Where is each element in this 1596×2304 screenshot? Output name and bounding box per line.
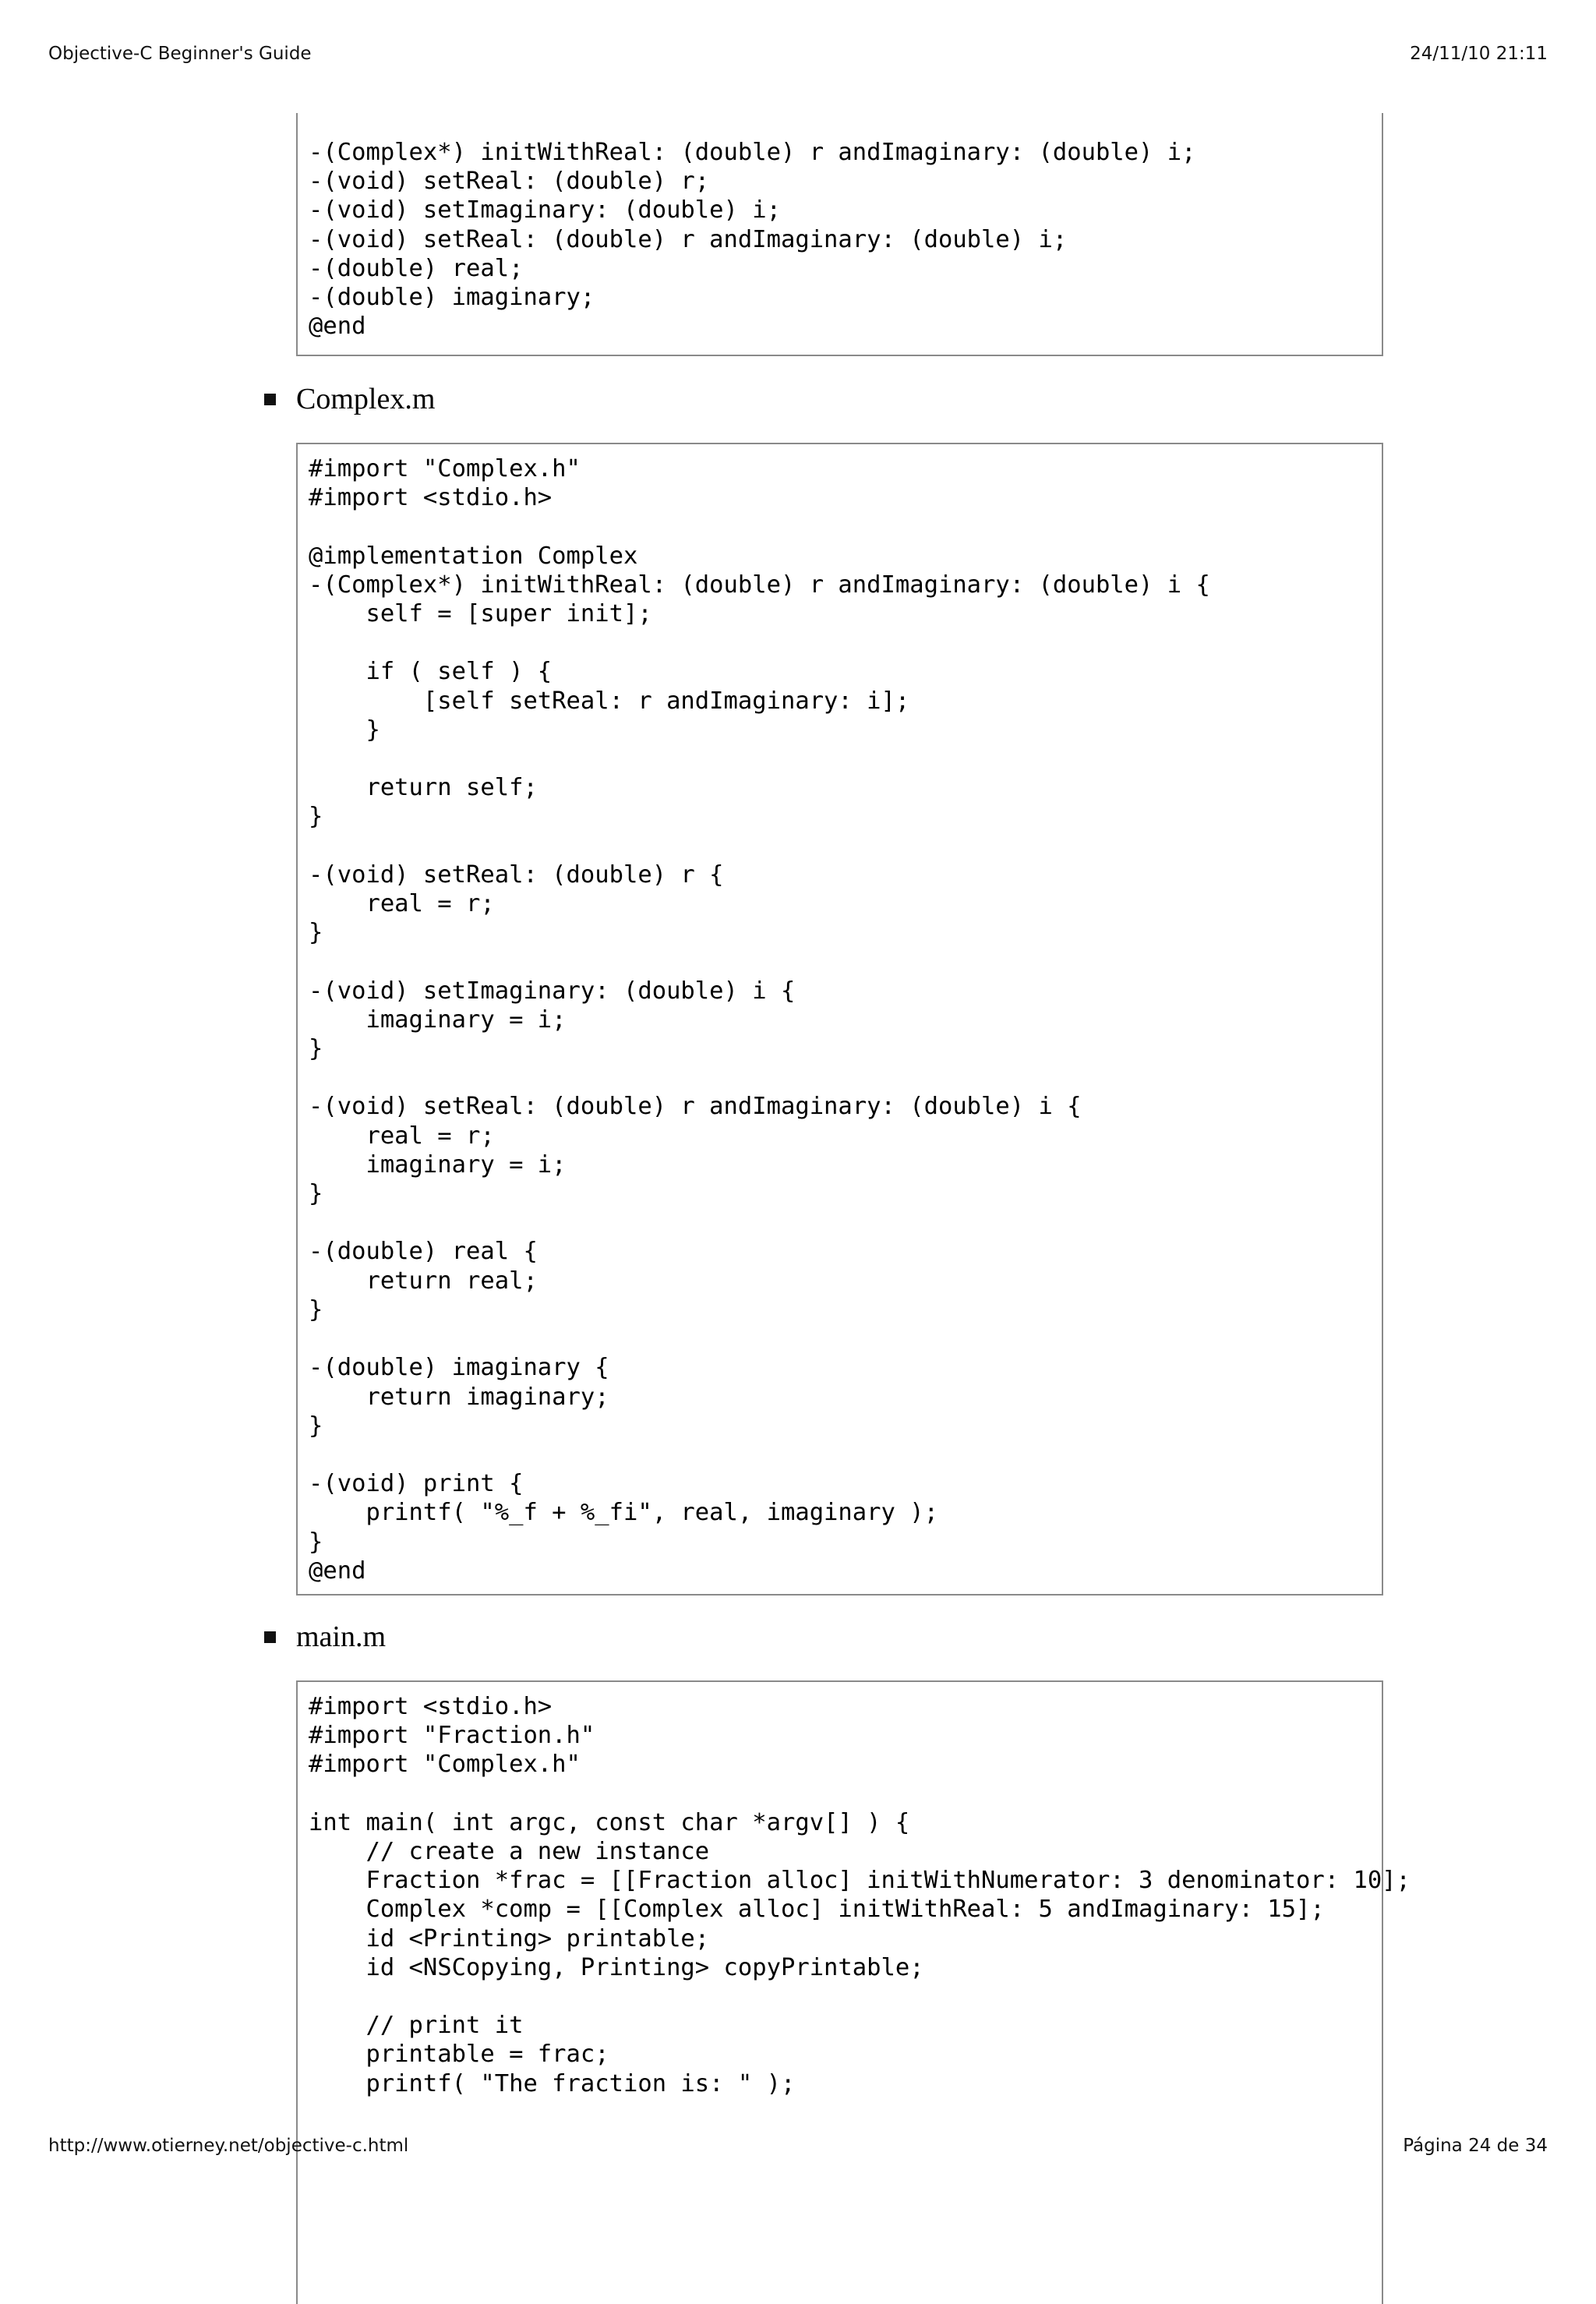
code-line: int main( int argc, const char *argv[] ) { <box>309 1808 910 1836</box>
code-line: // print it <box>309 2012 524 2040</box>
code-line: -(void) setReal: (double) r; <box>309 168 710 196</box>
code-block-complex-m <box>296 443 1383 1595</box>
code-line: -(double) imaginary; <box>309 284 595 312</box>
code-line: } <box>309 1528 323 1556</box>
code-line: -(double) real; <box>309 254 524 282</box>
code-line <box>309 1063 1382 1092</box>
code-line: Fraction *frac = [[Fraction alloc] initWithNumerator: 3 denominator: 10]; <box>309 1867 1411 1895</box>
code-line: return imaginary; <box>309 1383 609 1411</box>
code-line <box>309 1440 1382 1469</box>
code-line: -(void) setImaginary: (double) i { <box>309 977 796 1005</box>
code-line: printable = frac; <box>309 2041 609 2069</box>
code-line <box>309 1982 1382 2011</box>
code-line: -(double) imaginary { <box>309 1354 609 1382</box>
document-title: Objective-C Beginner's Guide <box>48 44 312 64</box>
code-line <box>309 628 1382 657</box>
code-line: } <box>309 1412 323 1440</box>
bullet-icon <box>264 394 276 405</box>
code-line: -(Complex*) initWithReal: (double) r andImaginary: (double) i; <box>309 139 1196 166</box>
code-line: Complex *comp = [[Complex alloc] initWithReal: 5 andImaginary: 15]; <box>309 1896 1325 1924</box>
code-line: return real; <box>309 1267 538 1295</box>
code-line: -(void) setReal: (double) r andImaginary: (double) i { <box>309 1093 1082 1121</box>
code-line: } <box>309 1180 323 1208</box>
code-block-complex-h <box>296 113 1383 356</box>
code-line <box>309 1324 1382 1353</box>
code-line: if ( self ) { <box>309 658 553 686</box>
code-line <box>309 744 1382 773</box>
code-line: -(void) setReal: (double) r andImaginary: (double) i; <box>309 225 1068 253</box>
code-line: } <box>309 1295 323 1323</box>
code-line <box>309 947 1382 976</box>
code-line: // create a new instance <box>309 1838 710 1866</box>
code-line: printf( "%_f + %_fi", real, imaginary ); <box>309 1499 938 1527</box>
code-line: #import "Complex.h" <box>309 455 581 482</box>
bullet-icon <box>264 1631 276 1643</box>
code-line: #import <stdio.h> <box>309 1693 553 1720</box>
code-line: @end <box>309 313 366 341</box>
code-line: id <Printing> printable; <box>309 1924 710 1952</box>
code-line: @end <box>309 1557 366 1585</box>
code-line <box>309 1208 1382 1237</box>
code-line: -(void) setReal: (double) r { <box>309 860 724 889</box>
code-line <box>309 1779 1382 1808</box>
code-line: real = r; <box>309 1122 495 1150</box>
code-line: @implementation Complex <box>309 542 638 570</box>
print-datetime: 24/11/10 21:11 <box>1410 44 1548 64</box>
code-line: } <box>309 1035 323 1063</box>
code-line: real = r; <box>309 890 495 918</box>
code-line: imaginary = i; <box>309 1150 567 1179</box>
page-number: Página 24 de 34 <box>1403 2136 1548 2156</box>
code-line: self = [super init]; <box>309 600 652 628</box>
code-line <box>309 512 1382 541</box>
code-line: #import <stdio.h> <box>309 484 553 512</box>
code-line: } <box>309 919 323 947</box>
filename-complex-m: Complex.m <box>296 383 436 415</box>
code-line: } <box>309 803 323 831</box>
code-line <box>309 832 1382 860</box>
code-block-main-m <box>296 1680 1411 2304</box>
code-line: #import "Complex.h" <box>309 1751 581 1779</box>
page-url: http://www.otierney.net/objective-c.html <box>48 2136 409 2156</box>
code-line: -(double) real { <box>309 1238 538 1266</box>
code-line: #import "Fraction.h" <box>309 1722 595 1750</box>
code-line: -(void) setImaginary: (double) i; <box>309 196 781 224</box>
code-line: -(void) print { <box>309 1470 524 1498</box>
code-line: return self; <box>309 774 538 802</box>
code-line: [self setReal: r andImaginary: i]; <box>309 687 910 715</box>
code-line: id <NSCopying, Printing> copyPrintable; <box>309 1953 924 1981</box>
code-line: } <box>309 716 380 744</box>
code-line: printf( "The fraction is: " ); <box>309 2069 796 2097</box>
code-line: -(Complex*) initWithReal: (double) r andImaginary: (double) i { <box>309 571 1210 599</box>
filename-main-m: main.m <box>296 1620 387 1653</box>
code-line: imaginary = i; <box>309 1005 567 1034</box>
